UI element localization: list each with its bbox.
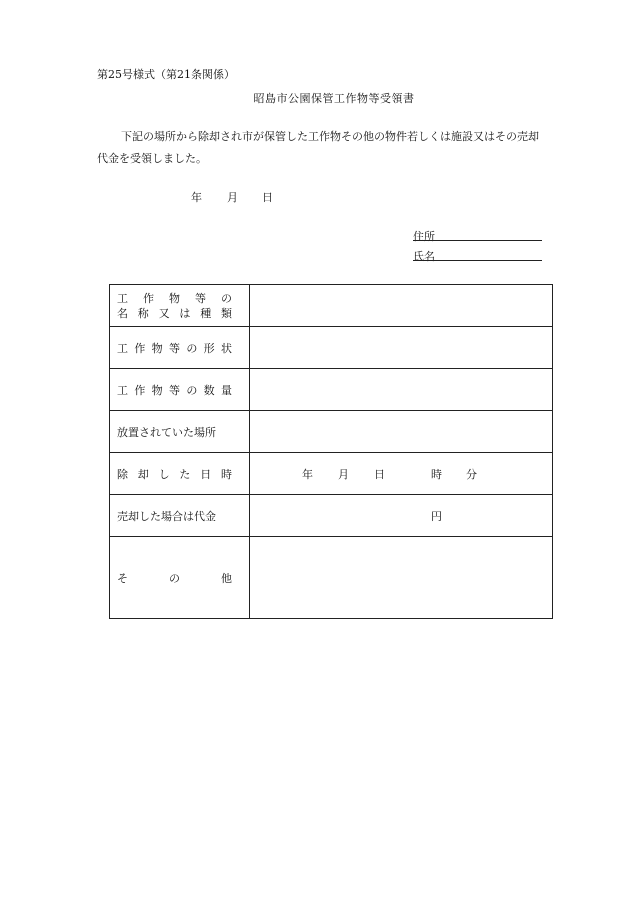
label-char: 物 xyxy=(151,383,163,397)
name-line[interactable] xyxy=(437,260,542,261)
date-year-label: 年 xyxy=(191,191,202,204)
label-char: 量 xyxy=(220,383,232,397)
table-row xyxy=(110,411,553,453)
label-char: そ xyxy=(117,571,128,585)
name-label: 氏名 xyxy=(413,250,435,263)
label-quantity xyxy=(110,369,250,411)
table-row xyxy=(110,285,553,327)
label-char: 他 xyxy=(221,571,232,585)
label-char: 作 xyxy=(143,291,154,305)
label-char: の xyxy=(186,341,198,355)
address-underline xyxy=(413,240,437,241)
yen-unit-label: 円 xyxy=(431,510,442,523)
table-row xyxy=(110,453,553,495)
label-char: 種 xyxy=(200,306,212,320)
label-char: の xyxy=(221,291,232,305)
table-row xyxy=(110,369,553,411)
date-day-label: 日 xyxy=(262,191,273,204)
body-text-line-1: 下記の場所から除却され市が保管した工作物その他の物件若しくは施設又はその売却 xyxy=(121,130,539,143)
month-label: 月 xyxy=(338,468,349,481)
receipt-table xyxy=(109,284,553,619)
label-char: 又 xyxy=(158,306,170,320)
minute-label: 分 xyxy=(466,468,477,481)
label-char: は xyxy=(179,306,191,320)
label-char: 類 xyxy=(220,306,232,320)
label-char: 等 xyxy=(195,291,206,305)
label-char: の xyxy=(169,571,180,585)
label-char: 数 xyxy=(203,383,215,397)
label-removal-datetime xyxy=(110,453,250,495)
address-line[interactable] xyxy=(437,240,542,241)
label-char: 名 xyxy=(117,306,128,320)
name-underline xyxy=(413,260,437,261)
table-row xyxy=(110,495,553,537)
table-row xyxy=(110,327,553,369)
label-char: 物 xyxy=(151,341,163,355)
label-char: 工 xyxy=(117,341,128,355)
document-title: 昭島市公園保管工作物等受領書 xyxy=(253,92,415,105)
address-label: 住所 xyxy=(413,230,435,243)
label-char: 作 xyxy=(134,383,146,397)
label-other xyxy=(110,537,250,619)
value-name-or-type[interactable] xyxy=(250,285,553,327)
day-label: 日 xyxy=(374,468,385,481)
label-char: た xyxy=(179,467,191,481)
form-number: 第25号様式（第21条関係） xyxy=(97,68,235,81)
label-char: 時 xyxy=(220,467,232,481)
label-shape xyxy=(110,327,250,369)
body-text-line-2: 代金を受領しました。 xyxy=(97,152,207,165)
label-char: 工 xyxy=(117,383,128,397)
label-text: 売却した場合は代金 xyxy=(117,509,216,523)
value-abandoned-location[interactable] xyxy=(250,411,553,453)
label-char: 等 xyxy=(168,341,180,355)
value-quantity[interactable] xyxy=(250,369,553,411)
value-shape[interactable] xyxy=(250,327,553,369)
value-removal-datetime[interactable] xyxy=(250,453,553,495)
label-char: 日 xyxy=(200,467,212,481)
label-name-or-type xyxy=(110,285,250,327)
label-abandoned-location xyxy=(110,411,250,453)
label-char: 状 xyxy=(220,341,232,355)
date-month-label: 月 xyxy=(227,191,238,204)
label-char: 物 xyxy=(169,291,180,305)
label-char: 除 xyxy=(117,467,128,481)
label-char: 称 xyxy=(137,306,149,320)
label-char: 等 xyxy=(168,383,180,397)
year-label: 年 xyxy=(302,468,313,481)
label-char: し xyxy=(158,467,170,481)
label-char: 形 xyxy=(203,341,215,355)
value-other[interactable] xyxy=(250,537,553,619)
label-char: の xyxy=(186,383,198,397)
hour-label: 時 xyxy=(431,468,442,481)
table-row xyxy=(110,537,553,619)
label-char: 作 xyxy=(134,341,146,355)
label-text: 放置されていた場所 xyxy=(117,425,216,439)
label-sale-price xyxy=(110,495,250,537)
label-char: 却 xyxy=(137,467,149,481)
value-sale-price[interactable] xyxy=(250,495,553,537)
label-char: 工 xyxy=(117,291,128,305)
